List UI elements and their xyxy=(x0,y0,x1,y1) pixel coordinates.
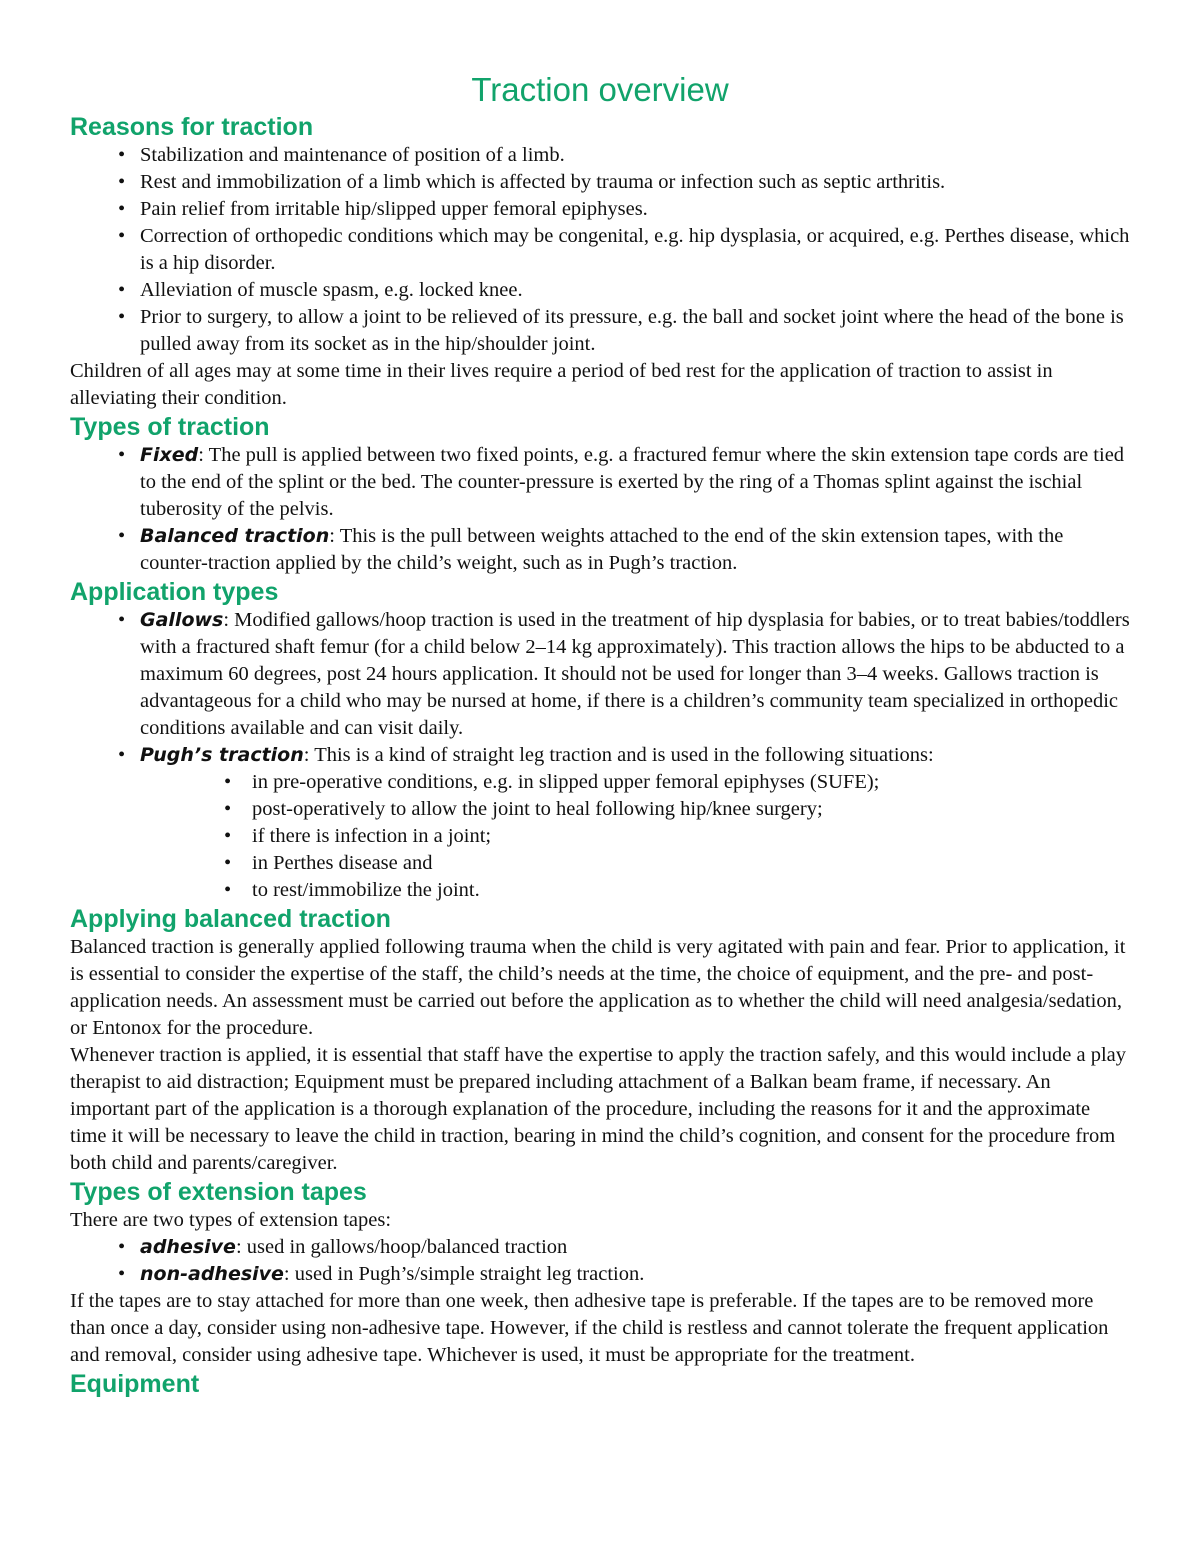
tapes-intro: There are two types of extension tapes: xyxy=(70,1209,392,1231)
page-title: Traction overview xyxy=(471,71,729,108)
bullet-icon: • xyxy=(224,852,232,874)
bullet-icon: • xyxy=(118,525,126,547)
list-item: • if there is infection in a joint; xyxy=(70,823,1130,850)
list-item: • to rest/immobilize the joint. xyxy=(70,877,1130,904)
bullet-icon: • xyxy=(118,306,126,328)
list-item: • non-adhesive: used in Pugh’s/simple straight leg traction. xyxy=(70,1261,1130,1288)
types-list xyxy=(70,442,1130,577)
list-item: • adhesive: used in gallows/hoop/balanced traction xyxy=(70,1234,1130,1261)
bullet-icon: • xyxy=(224,825,232,847)
balanced-paragraph-1: Balanced traction is generally applied following trauma when the child is very agitated with pain and fear. Prior to application, it is essential to consider the expertise of the staff, the child’s needs at the time, the choice of equipment, and the pre- and post-application needs. An assessment must be carried out before the application as to whether the child will need analgesia/sedation, or Entonox for the procedure. xyxy=(70,936,1126,1039)
bullet-icon: • xyxy=(118,1263,126,1285)
section-heading-equipment: Equipment xyxy=(70,1370,200,1398)
list-item: • Fixed: The pull is applied between two fixed points, e.g. a fractured femur where the skin extension tape cords are tied to the end of the splint or the bed. The counter-pressure is exerted by the ring of a Thomas splint against the ischial tuberosity of the pelvis. xyxy=(118,444,1125,520)
term-fixed: Fixed xyxy=(140,444,199,466)
list-item: • Correction of orthopedic conditions which may be congenital, e.g. hip dysplasia, or acquired, e.g. Perthes disease, which is a hip disorder. xyxy=(118,225,1130,274)
list-item: • Pain relief from irritable hip/slipped upper femoral epiphyses. xyxy=(70,196,1130,223)
bullet-icon: • xyxy=(224,771,232,793)
term-gallows: Gallows xyxy=(140,609,224,631)
reasons-list xyxy=(70,142,1130,358)
bullet-icon: • xyxy=(118,444,126,466)
bullet-icon: • xyxy=(118,279,126,301)
list-item: • Alleviation of muscle spasm, e.g. locked knee. xyxy=(70,277,1130,304)
term-pughs-traction: Pugh’s traction xyxy=(140,744,304,766)
term-non-adhesive: non-adhesive xyxy=(140,1263,284,1285)
term-balanced-traction: Balanced traction xyxy=(140,525,330,547)
bullet-icon: • xyxy=(118,144,126,166)
bullet-icon: • xyxy=(118,198,126,220)
section-heading-types: Types of traction xyxy=(70,413,270,441)
list-item: • Pugh’s traction: This is a kind of straight leg traction and is used in the following situations: xyxy=(70,742,1130,769)
balanced-paragraph-2: Whenever traction is applied, it is essential that staff have the expertise to apply the traction safely, and this would include a play therapist to aid distraction; Equipment must be prepared including attachment of a Balkan beam frame, if necessary. An important part of the application is a thorough explanation of the procedure, including the reasons for it and the approximate time it will be necessary to leave the child in traction, bearing in mind the child’s cognition, and consent for the procedure from both child and parents/caregiver. xyxy=(70,1044,1126,1174)
bullet-icon: • xyxy=(224,879,232,901)
section-heading-tapes: Types of extension tapes xyxy=(70,1178,367,1206)
list-item: • Balanced traction: This is the pull between weights attached to the end of the skin extension tapes, with the counter-traction applied by the child’s weight, such as in Pugh’s traction. xyxy=(118,525,1064,574)
situations-list xyxy=(70,769,1130,904)
tapes-list xyxy=(70,1234,1130,1288)
list-item: • Stabilization and maintenance of position of a limb. xyxy=(70,142,1130,169)
bullet-icon: • xyxy=(118,609,126,631)
list-item: • Prior to surgery, to allow a joint to be relieved of its pressure, e.g. the ball and socket joint where the head of the bone is pulled away from its socket as in the hip/shoulder joint. xyxy=(118,306,1124,355)
section-heading-application: Application types xyxy=(70,578,279,606)
term-adhesive: adhesive xyxy=(140,1236,236,1258)
section-heading-reasons: Reasons for traction xyxy=(70,113,314,141)
list-item: • in pre-operative conditions, e.g. in slipped upper femoral epiphyses (SUFE); xyxy=(70,769,1130,796)
bullet-icon: • xyxy=(118,1236,126,1258)
list-item: • Rest and immobilization of a limb which is affected by trauma or infection such as septic arthritis. xyxy=(70,169,1130,196)
bullet-icon: • xyxy=(118,744,126,766)
bullet-icon: • xyxy=(118,171,126,193)
section-heading-balanced: Applying balanced traction xyxy=(70,905,391,933)
reasons-paragraph: Children of all ages may at some time in their lives require a period of bed rest for the application of traction to assist in alleviating their condition. xyxy=(70,360,1053,409)
list-item: • post-operatively to allow the joint to heal following hip/knee surgery; xyxy=(70,796,1130,823)
list-item: • in Perthes disease and xyxy=(70,850,1130,877)
bullet-icon: • xyxy=(224,798,232,820)
bullet-icon: • xyxy=(118,225,126,247)
application-list xyxy=(70,607,1130,769)
tapes-paragraph: If the tapes are to stay attached for more than one week, then adhesive tape is preferable. If the tapes are to be removed more than once a day, consider using non-adhesive tape. However, if the child is restless and cannot tolerate the frequent application and removal, consider using adhesive tape. Whichever is used, it must be appropriate for the treatment. xyxy=(70,1290,1109,1366)
list-item: • Gallows: Modified gallows/hoop traction is used in the treatment of hip dysplasia for babies, or to treat babies/toddlers with a fractured shaft femur (for a child below 2–14 kg approximately). This traction allows the hips to be abducted to a maximum 60 degrees, post 24 hours application. It should not be used for longer than 3–4 weeks. Gallows traction is advantageous for a child who may be nursed at home, if there is a children’s community team specialized in orthopedic conditions available and can visit daily. xyxy=(118,609,1130,739)
